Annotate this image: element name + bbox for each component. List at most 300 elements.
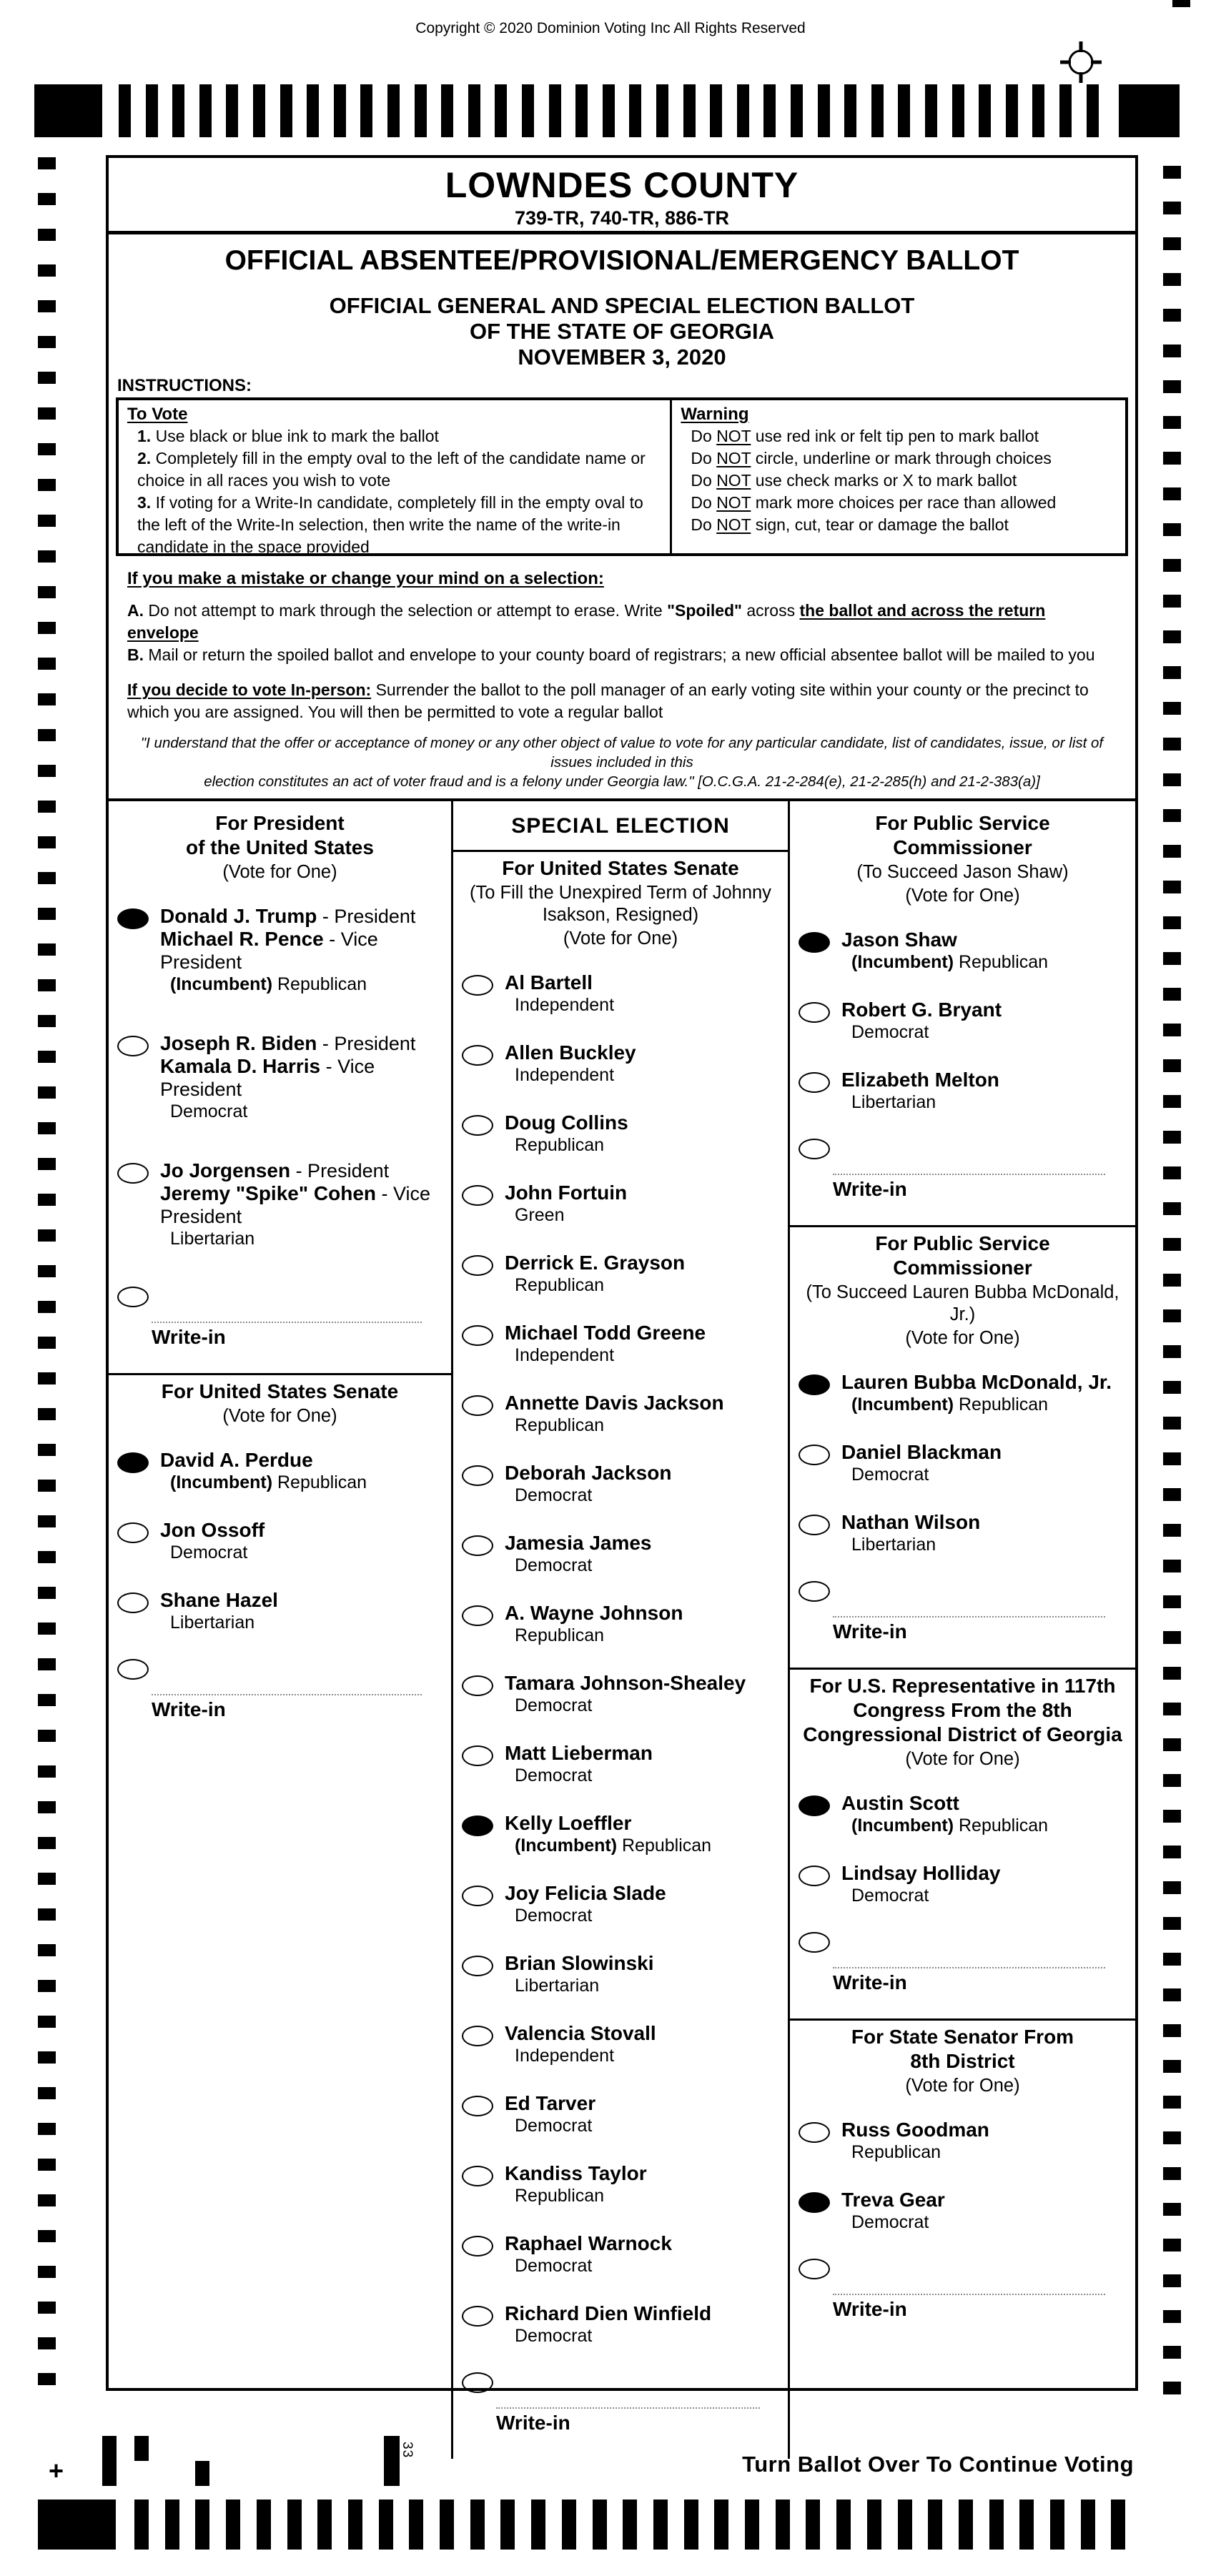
item-text: Completely fill in the empty oval to the left of the candidate name or choice in all races you wish to vote [137, 449, 646, 490]
candidate-name [841, 928, 1048, 951]
timing-mark [1163, 523, 1181, 536]
warning-item [681, 492, 1117, 514]
timing-mark [1163, 416, 1181, 429]
timing-mark [1163, 202, 1181, 214]
candidate-oval[interactable] [462, 1605, 493, 1626]
candidate-row [117, 1032, 447, 1122]
candidate-oval[interactable] [462, 975, 493, 996]
timing-mark [1163, 1595, 1181, 1608]
candidate-name [841, 1862, 1001, 1885]
timing-mark [1163, 595, 1181, 608]
candidate-oval[interactable] [462, 2166, 493, 2186]
candidate-oval[interactable] [462, 2096, 493, 2116]
candidate-oval[interactable] [462, 1675, 493, 1696]
candidate-row [462, 971, 783, 1016]
voter-oath [109, 723, 1135, 798]
warning-item [681, 470, 1117, 492]
precinct-list: 739-TR, 740-TR, 886-TR [514, 207, 730, 229]
timing-mark [871, 84, 884, 137]
barcode-bar [593, 2500, 607, 2550]
write-in-label: Write-in [833, 2298, 907, 2320]
vote-for-instruction: (Vote for One) [905, 2076, 1020, 2096]
timing-mark [1163, 1988, 1181, 2001]
contest-header-line: Congressional District of Georgia [803, 1723, 1122, 1745]
candidate-oval-filled[interactable] [462, 1815, 493, 1836]
candidate-text [841, 2189, 945, 2233]
write-in-oval[interactable] [117, 1287, 149, 1307]
candidate-oval-filled[interactable] [799, 932, 830, 953]
candidate-row [462, 2302, 783, 2347]
timing-mark [38, 407, 56, 420]
candidate-text [505, 1742, 653, 1786]
timing-mark [38, 193, 56, 205]
candidate-oval[interactable] [462, 1886, 493, 1906]
contest-header-line: Congress From the 8th [853, 1699, 1072, 1721]
candidate-name-bold: Ed Tarver [505, 2092, 596, 2114]
candidate-party [515, 1905, 666, 1926]
party-name: Republican [954, 1394, 1049, 1415]
in-person-text: Surrender the ballot to the poll manager of an early voting site within your county or the precinct to which you are assigned. You will then be permitted to vote a regular ballot [127, 680, 1089, 721]
candidate-oval-filled[interactable] [117, 908, 149, 929]
timing-mark [763, 84, 776, 137]
timing-mark [1163, 1846, 1181, 1858]
write-in-label: Write-in [833, 1178, 907, 1200]
candidate-name-bold: Jon Ossoff [160, 1519, 265, 1541]
timing-mark [102, 2436, 117, 2486]
write-in-area [833, 1174, 1105, 1201]
timing-mark [952, 84, 964, 137]
party-name: Independent [515, 1345, 615, 1365]
timing-mark [38, 1051, 56, 1063]
candidate-name-bold: Brian Slowinski [505, 1952, 654, 1974]
item-number: 3. [137, 493, 152, 512]
timing-mark [1163, 809, 1181, 822]
contest-separator [790, 1225, 1135, 1227]
timing-mark [253, 84, 265, 137]
timing-mark [38, 2230, 56, 2242]
candidate-text [841, 1511, 980, 1555]
timing-mark [38, 157, 56, 169]
candidate-name-bold: Austin Scott [841, 1792, 959, 1814]
write-in-row [799, 2259, 1131, 2321]
candidate-oval[interactable] [462, 1956, 493, 1976]
candidate-name-bold: Valencia Stovall [505, 2022, 656, 2044]
timing-mark [38, 479, 56, 491]
instructions-box [116, 397, 1128, 556]
candidate-oval[interactable] [117, 1592, 149, 1613]
candidate-row [462, 1672, 783, 1716]
timing-mark [1163, 1703, 1181, 1715]
candidate-name-bold: Nathan Wilson [841, 1511, 981, 1533]
candidate-row [462, 1742, 783, 1786]
candidate-oval[interactable] [462, 1395, 493, 1416]
step-label: A. [127, 601, 144, 620]
candidate-name [505, 1532, 652, 1555]
write-in-row [799, 1139, 1131, 1201]
candidate-text [505, 1182, 627, 1226]
party-name: Democrat [515, 2326, 593, 2346]
vote-for-instruction: (Vote for One) [563, 928, 678, 948]
party-name: Democrat [515, 1485, 593, 1505]
mistake-step-a [127, 600, 1117, 644]
candidate-party [170, 1228, 447, 1249]
registration-crosshair-icon [1059, 40, 1103, 88]
oath-line-2: election constitutes an act of voter fraud and is a felony under Georgia law." [O.C.G.A. 21-2-284(e), 21-2-285(h) and 21-2-383(a)] [204, 773, 1040, 790]
incumbent-label: (Incumbent) [851, 1394, 954, 1415]
timing-mark [307, 84, 319, 137]
timing-mark [1163, 1417, 1181, 1430]
to-vote-item [127, 425, 661, 447]
candidate-party [851, 2141, 989, 2163]
candidate-party [515, 1555, 652, 1576]
candidate-oval-filled[interactable] [799, 1795, 830, 1816]
timing-mark [38, 2194, 56, 2206]
candidate-row [462, 2022, 783, 2066]
candidate-office-suffix: - Vice President [160, 1183, 431, 1227]
candidate-oval[interactable] [799, 1866, 830, 1886]
timing-mark [1163, 273, 1181, 286]
candidate-name [505, 1882, 666, 1905]
timing-mark [1163, 845, 1181, 858]
candidate-row [117, 1449, 447, 1493]
candidate-party [170, 974, 447, 995]
candidate-party [515, 1835, 711, 1856]
write-in-line[interactable] [833, 1967, 1105, 1968]
candidate-name-bold: Annette Davis Jackson [505, 1392, 724, 1414]
candidate-row [462, 1252, 783, 1296]
plus-mark: + [49, 2456, 64, 2485]
barcode-bar [836, 2500, 851, 2550]
candidate-oval[interactable] [462, 1045, 493, 1066]
candidate-name-bold: Derrick E. Grayson [505, 1252, 686, 1274]
timing-mark [1163, 237, 1181, 250]
timing-mark [38, 2123, 56, 2135]
timing-mark [1163, 666, 1181, 679]
barcode-bar [1019, 2500, 1034, 2550]
timing-mark [1163, 380, 1181, 393]
timing-mark [38, 2087, 56, 2099]
timing-mark [38, 1301, 56, 1313]
contest-subtitle: (To Succeed Lauren Bubba McDonald, Jr.) [806, 1282, 1119, 1324]
write-in-area [152, 1694, 422, 1721]
timing-mark [199, 84, 212, 137]
spoiled-word: "Spoiled" [667, 601, 742, 620]
contest-subtitle: (To Fill the Unexpired Term of Johnny Isakson, Resigned) [470, 883, 771, 925]
candidate-text [841, 1862, 1001, 1906]
candidate-oval[interactable] [799, 1515, 830, 1535]
candidate-party [851, 1021, 1002, 1043]
warning-cell [672, 400, 1125, 553]
barcode-bar [928, 2500, 942, 2550]
timing-mark [1163, 2310, 1181, 2323]
candidate-name-bold: Jeremy "Spike" Cohen [160, 1182, 376, 1204]
write-in-label: Write-in [152, 1326, 226, 1348]
candidate-oval[interactable] [462, 2236, 493, 2257]
timing-mark [38, 1408, 56, 1420]
timing-mark [38, 1444, 56, 1456]
contest-header-line: For U.S. Representative in 117th [809, 1675, 1116, 1697]
write-in-line[interactable] [833, 1616, 1105, 1618]
contest-header [797, 1232, 1128, 1280]
step-emphasis: the ballot and across the return envelope [127, 601, 1046, 642]
contest-header [797, 1674, 1128, 1747]
candidate-name-bold: Richard Dien Winfield [505, 2302, 712, 2324]
mistake-step-b [127, 644, 1117, 666]
candidate-oval[interactable] [462, 1255, 493, 1276]
candidate-name [505, 1742, 653, 1765]
write-in-line[interactable] [833, 1174, 1105, 1175]
candidate-oval[interactable] [462, 2026, 493, 2046]
incumbent-label: (Incumbent) [170, 1472, 273, 1492]
candidate-text [841, 928, 1048, 973]
timing-mark [1163, 2024, 1181, 2037]
candidate-row [117, 1519, 447, 1563]
timing-mark [1163, 1452, 1181, 1465]
candidate-party [515, 1064, 636, 1086]
timing-mark [38, 2016, 56, 2028]
candidate-text [160, 1589, 278, 1633]
timing-mark [226, 84, 238, 137]
candidate-row [799, 1371, 1131, 1415]
candidate-row [462, 2162, 783, 2206]
candidate-text [505, 1602, 683, 1646]
timing-mark [1163, 452, 1181, 465]
candidate-text [505, 2162, 647, 2206]
write-in-oval[interactable] [799, 1139, 830, 1159]
candidate-party [851, 1464, 1002, 1485]
candidate-oval[interactable] [462, 1465, 493, 1486]
candidate-party [851, 1815, 1048, 1836]
candidate-name-bold: Tamara Johnson-Shealey [505, 1672, 746, 1694]
mistake-section [109, 556, 1135, 666]
timing-mark [38, 1515, 56, 1527]
write-in-oval[interactable] [117, 1659, 149, 1680]
candidate-name-bold: Kelly Loeffler [505, 1812, 632, 1834]
contest-columns [109, 798, 1135, 2459]
timing-mark [1163, 1345, 1181, 1358]
candidate-row [462, 2232, 783, 2277]
candidate-row [799, 1069, 1131, 1113]
party-name: Independent [515, 2046, 615, 2066]
candidate-party [851, 1885, 1001, 1906]
timing-mark [1163, 1881, 1181, 1894]
candidate-text [841, 1441, 1002, 1485]
candidate-row [462, 1392, 783, 1436]
party-name: Democrat [851, 2212, 929, 2232]
candidate-row [462, 2092, 783, 2136]
candidate-oval-filled[interactable] [799, 1374, 830, 1395]
contest-separator [790, 1668, 1135, 1670]
candidate-party [170, 1101, 447, 1122]
contest-header [116, 811, 444, 860]
party-name: Independent [515, 995, 615, 1015]
candidate-row [462, 1952, 783, 1996]
candidate-name-bold: Michael Todd Greene [505, 1322, 706, 1344]
timing-mark [683, 84, 696, 137]
candidate-name-bold: Shane Hazel [160, 1589, 278, 1611]
timing-mark [979, 84, 991, 137]
candidate-oval-filled[interactable] [799, 2192, 830, 2213]
timing-mark [38, 622, 56, 634]
warning-do: Do [691, 515, 717, 534]
contest-header-block [790, 1674, 1135, 1770]
timing-mark [38, 550, 56, 563]
timing-mark [1163, 487, 1181, 500]
timing-mark [1059, 84, 1072, 137]
candidate-party [515, 1695, 746, 1716]
item-text: Use black or blue ink to mark the ballot [151, 427, 439, 445]
candidate-oval-filled[interactable] [117, 1452, 149, 1473]
timing-mark [1163, 559, 1181, 572]
candidate-name [841, 1511, 980, 1534]
candidate-name-bold: Matt Lieberman [505, 1742, 653, 1764]
candidate-oval[interactable] [462, 1745, 493, 1766]
timing-mark [38, 264, 56, 277]
candidate-oval[interactable] [462, 2306, 493, 2327]
barcode-bar [776, 2500, 790, 2550]
timing-mark [38, 1658, 56, 1670]
candidate-text [160, 1159, 447, 1249]
timing-mark [1163, 773, 1181, 786]
timing-mark [38, 300, 56, 312]
warning-not: NOT [716, 493, 751, 512]
candidate-name-bold: Treva Gear [841, 2189, 945, 2211]
candidate-oval[interactable] [117, 1522, 149, 1543]
candidate-oval[interactable] [462, 1535, 493, 1556]
timing-mark [629, 84, 641, 137]
write-in-oval[interactable] [799, 2259, 830, 2279]
write-in-line[interactable] [496, 2407, 760, 2409]
candidate-party [170, 1472, 367, 1493]
write-in-oval[interactable] [462, 2372, 493, 2393]
timing-mark [38, 801, 56, 813]
candidate-party [515, 1765, 653, 1786]
candidate-oval[interactable] [462, 1115, 493, 1136]
candidate-party [851, 1091, 999, 1113]
timing-mark [38, 908, 56, 920]
warning-item [681, 425, 1117, 447]
candidate-text [505, 1041, 636, 1086]
contest-header-line: of the United States [186, 836, 374, 858]
candidate-oval[interactable] [799, 2122, 830, 2143]
candidate-name [505, 1462, 671, 1485]
candidate-row [799, 1511, 1131, 1555]
mistake-title: If you make a mistake or change your mind on a selection: [127, 569, 604, 588]
candidate-name [160, 1589, 278, 1612]
barcode-bar [287, 2500, 302, 2550]
candidate-row [462, 1182, 783, 1226]
candidate-text [505, 1392, 724, 1436]
write-in-row [799, 1581, 1131, 1643]
candidate-name-bold: Jo Jorgensen [160, 1159, 291, 1182]
timing-mark [38, 1372, 56, 1384]
warning-do: Do [691, 471, 717, 490]
timing-block [34, 84, 102, 137]
candidate-oval[interactable] [117, 1036, 149, 1056]
candidate-oval[interactable] [799, 1002, 830, 1023]
candidate-oval[interactable] [462, 1325, 493, 1346]
turn-ballot-over-text: Turn Ballot Over To Continue Voting [742, 2452, 1134, 2477]
timing-mark [38, 729, 56, 741]
barcode-bar [806, 2500, 820, 2550]
timing-mark [1163, 1560, 1181, 1572]
candidate-oval[interactable] [117, 1163, 149, 1184]
timing-mark [38, 2159, 56, 2171]
contest-header-line: Commissioner [893, 836, 1032, 858]
write-in-label: Write-in [833, 1971, 907, 1993]
candidate-text [505, 2232, 672, 2277]
timing-block [1119, 84, 1180, 137]
candidate-row [117, 1589, 447, 1633]
barcode-bar [409, 2500, 423, 2550]
contest-header-line: Commissioner [893, 1257, 1032, 1279]
title-band [109, 234, 1135, 370]
candidate-oval[interactable] [799, 1445, 830, 1465]
party-name: Democrat [515, 1695, 593, 1715]
candidate-name-bold: Elizabeth Melton [841, 1069, 999, 1091]
contest-header [116, 1379, 444, 1404]
write-in-oval[interactable] [799, 1581, 830, 1602]
candidate-row [462, 1532, 783, 1576]
candidate-oval[interactable] [799, 1072, 830, 1093]
timing-mark [1163, 738, 1181, 750]
candidate-name [505, 1602, 683, 1625]
timing-mark [38, 1265, 56, 1277]
write-in-row [117, 1659, 447, 1721]
candidate-name-bold: Jamesia James [505, 1532, 652, 1554]
incumbent-label: (Incumbent) [170, 974, 273, 994]
write-in-oval[interactable] [799, 1932, 830, 1953]
party-name: Democrat [851, 1022, 929, 1042]
timing-mark [387, 84, 400, 137]
candidate-name [505, 1252, 685, 1274]
contest-header-line: For President [215, 812, 345, 834]
to-vote-title: To Vote [127, 405, 188, 424]
vote-for-instruction: (Vote for One) [905, 1328, 1020, 1348]
candidate-name-bold: Robert G. Bryant [841, 999, 1002, 1021]
party-name: Democrat [515, 1906, 593, 1926]
incumbent-label: (Incumbent) [851, 1815, 954, 1836]
timing-mark [38, 1944, 56, 1956]
candidate-oval[interactable] [462, 1185, 493, 1206]
contest-header-line: For United States Senate [161, 1380, 399, 1402]
candidate-name-bold: Jason Shaw [841, 928, 957, 951]
candidate-name-bold: Joy Felicia Slade [505, 1882, 666, 1904]
candidate-text [505, 1672, 746, 1716]
candidate-party [515, 1975, 654, 1996]
timing-mark [1163, 1774, 1181, 1787]
candidate-office-suffix: - President [317, 906, 416, 927]
candidate-text [505, 2092, 595, 2136]
write-in-line[interactable] [833, 2294, 1105, 2295]
barcode-bar [867, 2500, 881, 2550]
timing-mark [844, 84, 856, 137]
timing-mark [1163, 1667, 1181, 1680]
write-in-line[interactable] [152, 1694, 422, 1695]
timing-mark [38, 693, 56, 705]
timing-mark [1163, 702, 1181, 715]
candidate-name-bold: Al Bartell [505, 971, 593, 994]
warning-title: Warning [681, 405, 749, 424]
candidate-party [515, 994, 614, 1016]
timing-mark [1163, 2346, 1181, 2359]
contest-header [797, 811, 1128, 860]
barcode-bar [257, 2500, 271, 2550]
candidate-row [799, 2189, 1131, 2233]
write-in-row [799, 1932, 1131, 1994]
timing-mark [38, 1480, 56, 1492]
write-in-line[interactable] [152, 1322, 422, 1323]
